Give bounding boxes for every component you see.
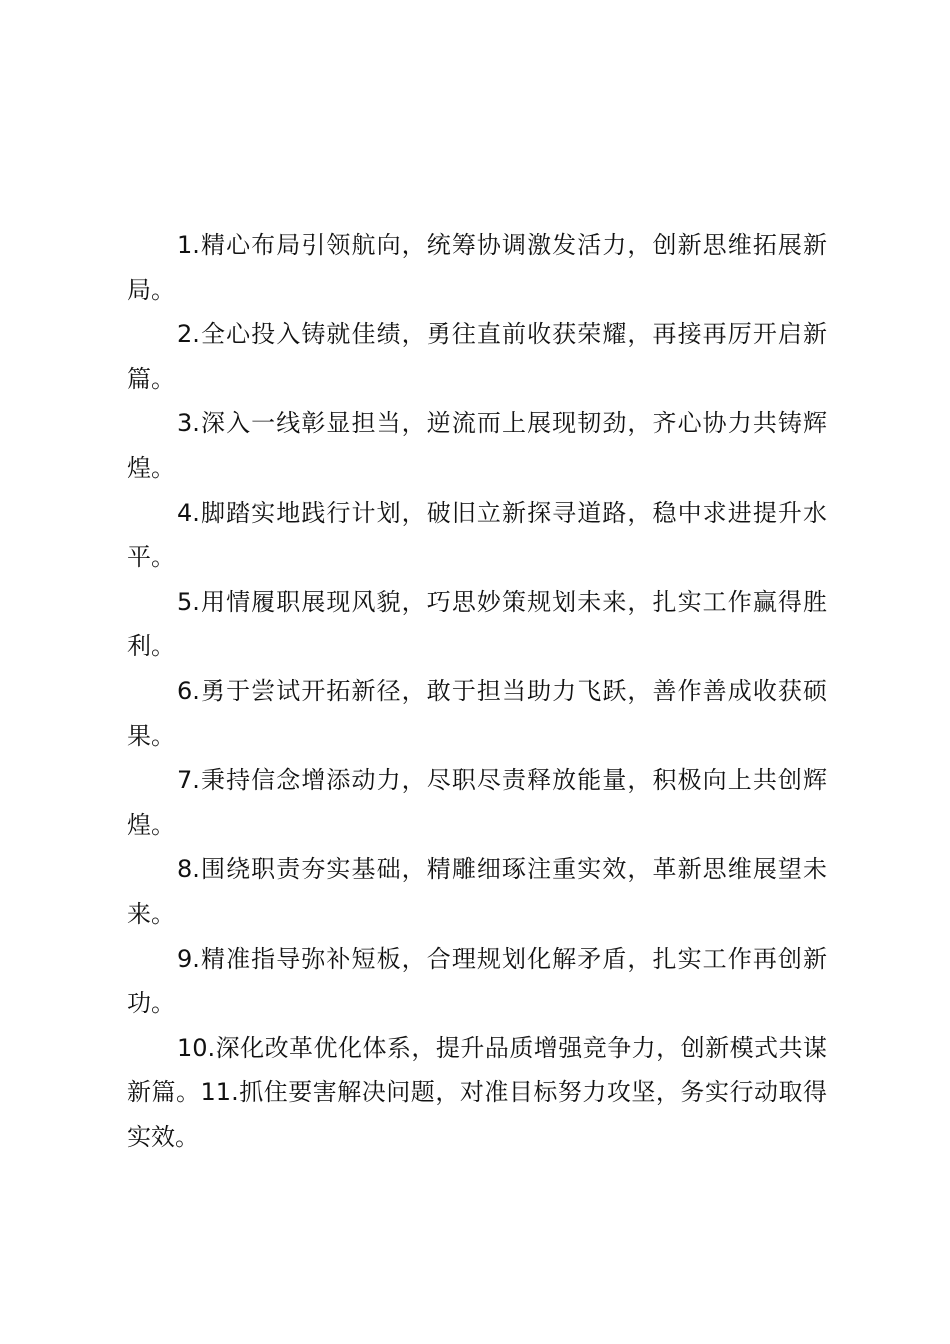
paragraph-7: 7.秉持信念增添动力，尽职尽责释放能量，积极向上共创辉煌。 [127, 766, 827, 839]
paragraph-6: 6.勇于尝试开拓新径，敢于担当助力飞跃，善作善成收获硕果。 [127, 676, 827, 750]
paragraph-1: 1.精心布局引领航向，统筹协调激发活力，创新思维拓展新局。 [127, 231, 827, 304]
paragraph-5: 5.用情履职展现风貌，巧思妙策规划未来，扎实工作赢得胜利。 [127, 587, 827, 661]
paragraph-3: 3.深入一线彰显担当，逆流而上展现韧劲，齐心协力共铸辉煌。 [127, 409, 827, 482]
paragraph-4: 4.脚踏实地践行计划，破旧立新探寻道路，稳中求进提升水平。 [127, 498, 827, 572]
paragraph-9: 9.精准指导弥补短板，合理规划化解矛盾，扎实工作再创新功。 [127, 944, 827, 1018]
paragraph-10: 10.深化改革优化体系，提升品质增强竞争力，创新模式共谋新篇。11.抓住要害解决问题，对准目标努力攻坚，务实行动取得实效。 [127, 1033, 827, 1151]
paragraph-2: 2.全心投入铸就佳绩，勇往直前收获荣耀，再接再厉开启新篇。 [127, 320, 827, 393]
document-body [127, 223, 827, 1159]
paragraph-8: 8.围绕职责夯实基础，精雕细琢注重实效，革新思维展望未来。 [127, 855, 827, 928]
